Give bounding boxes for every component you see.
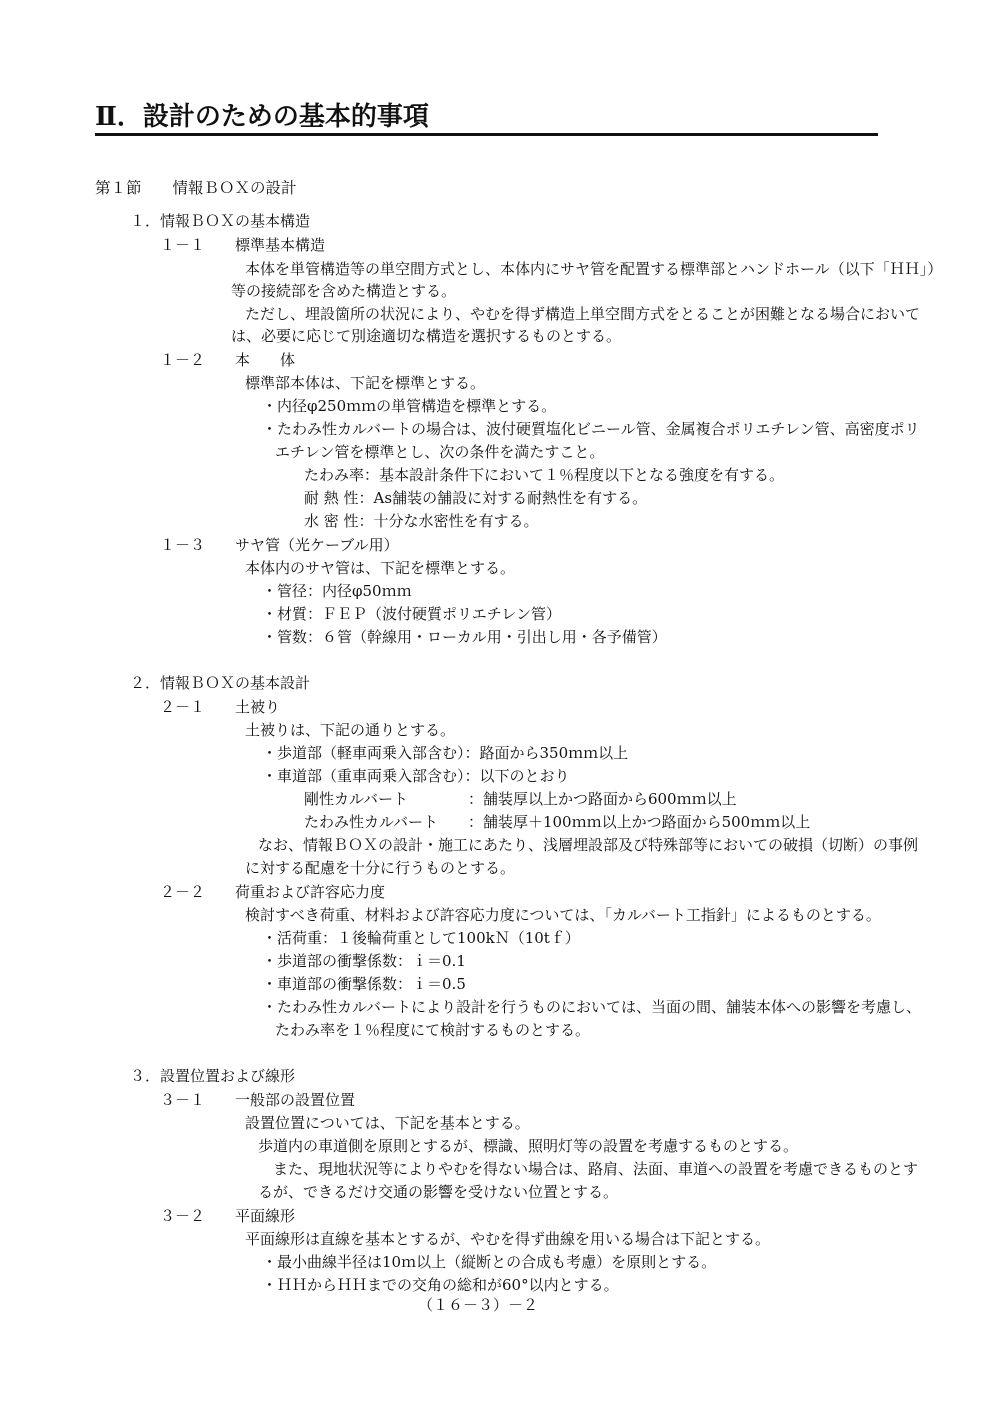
text-line: ・ＨＨからＨＨまでの交角の総和が60°以内とする。 (262, 1276, 619, 1294)
text-line: ２．情報ＢＯＸの基本設計 (130, 674, 311, 692)
text-line: ２－１ 土被り (160, 698, 281, 716)
text-line: ただし、埋設箇所の状況により、やむを得ず構造上単空間方式をとることが困難となる場合において (245, 305, 921, 323)
text-line: に対する配慮を十分に行うものとする。 (245, 859, 516, 877)
text-line: たわみ率を１％程度にて検討するものとする。 (275, 1021, 591, 1039)
text-line: ・内径φ250ｍｍの単管構造を標準とする。 (262, 397, 557, 415)
text-line: また、現地状況等によりやむを得ない場合は、路肩、法面、車道への設置を考慮できるものとす (273, 1160, 919, 1178)
text-line: るが、できるだけ交通の影響を受けない位置とする。 (258, 1183, 619, 1201)
text-line: 検討すべき荷重、材料および許容応力度については、「カルバート工指針」によるものとする。 (245, 906, 881, 924)
text-line: ・管数：６管（幹線用・ローカル用・引出し用・各予備管） (262, 628, 667, 646)
text-line: １－２ 本 体 (160, 351, 296, 369)
text-line: １－１ 標準基本構造 (160, 236, 326, 254)
text-line: ・最小曲線半径は10ｍ以上（縦断との合成も考慮）を原則とする。 (262, 1253, 717, 1271)
text-line: なお、情報ＢＯＸの設計・施工にあたり、浅層埋設部及び特殊部等においての破損（切断）の事例 (258, 836, 919, 854)
title-underline (95, 133, 878, 136)
text-line: たわみ率：基本設計条件下において１％程度以下となる強度を有する。 (304, 466, 785, 484)
text-line: ３－１ 一般部の設置位置 (160, 1091, 356, 1109)
text-line: ・管径：内径φ50ｍｍ (262, 582, 412, 600)
text-line: 歩道内の車道側を原則とするが、標識、照明灯等の設置を考慮するものとする。 (258, 1137, 799, 1155)
text-line: 設置位置については、下記を基本とする。 (245, 1114, 530, 1132)
text-line: ・たわみ性カルバートにより設計を行うものにおいては、当面の間、舗装本体への影響を考慮し、 (262, 998, 921, 1016)
text-line: 本体を単管構造等の単空間方式とし、本体内にサヤ管を配置する標準部とハンドホール（以下「ＨＨ」） (245, 260, 943, 278)
section-heading: 第１節 情報ＢＯＸの設計 (95, 179, 297, 197)
text-line: ・材質：ＦＥＰ（波付硬質ポリエチレン管） (262, 605, 562, 623)
text-line: ・車道部（重車両乗入部含む）：以下のとおり (262, 767, 570, 785)
text-line: エチレン管を標準とし、次の条件を満たすこと。 (275, 443, 605, 461)
text-line: ・歩道部（軽車両乗入部含む）：路面から350ｍｍ以上 (262, 744, 629, 762)
text-line: 平面線形は直線を基本とするが、やむを得ず曲線を用いる場合は下記とする。 (245, 1230, 771, 1248)
text-line: １．情報ＢＯＸの基本構造 (130, 212, 311, 230)
text-line: 本体内のサヤ管は、下記を標準とする。 (245, 559, 516, 577)
text-line: ・歩道部の衝撃係数：ｉ＝0.1 (262, 952, 466, 970)
text-line: ３．設置位置および線形 (130, 1067, 296, 1085)
text-line: ・活荷重：１後輪荷重として100kＮ（10tｆ） (262, 929, 580, 947)
text-line: ２－２ 荷重および許容応力度 (160, 883, 386, 901)
text-line: 剛性カルバート ：舗装厚以上かつ路面から600ｍｍ以上 (304, 790, 737, 808)
text-line: 水 密 性：十分な水密性を有する。 (304, 512, 539, 530)
text-line: たわみ性カルバート ：舗装厚＋100ｍｍ以上かつ路面から500ｍｍ以上 (304, 813, 811, 831)
page-number: （１６－３）－２ (418, 1296, 539, 1314)
page-title: Ⅱ．設計のための基本的事項 (95, 102, 429, 132)
text-line: ・たわみ性カルバートの場合は、波付硬質塩化ビニール管、金属複合ポリエチレン管、高密度ポリ (262, 420, 920, 438)
text-line: は、必要に応じて別途適切な構造を選択するものとする。 (231, 327, 622, 345)
text-line: 等の接続部を含めた構造とする。 (231, 282, 457, 300)
text-line: 標準部本体は、下記を標準とする。 (245, 374, 486, 392)
text-line: 耐 熱 性：As舗装の舗設に対する耐熱性を有する。 (304, 489, 648, 507)
text-line: ・車道部の衝撃係数：ｉ＝0.5 (262, 975, 466, 993)
text-line: 土被りは、下記の通りとする。 (245, 721, 456, 739)
text-line: １－３ サヤ管（光ケーブル用） (160, 536, 399, 554)
text-line: ３－２ 平面線形 (160, 1207, 296, 1225)
